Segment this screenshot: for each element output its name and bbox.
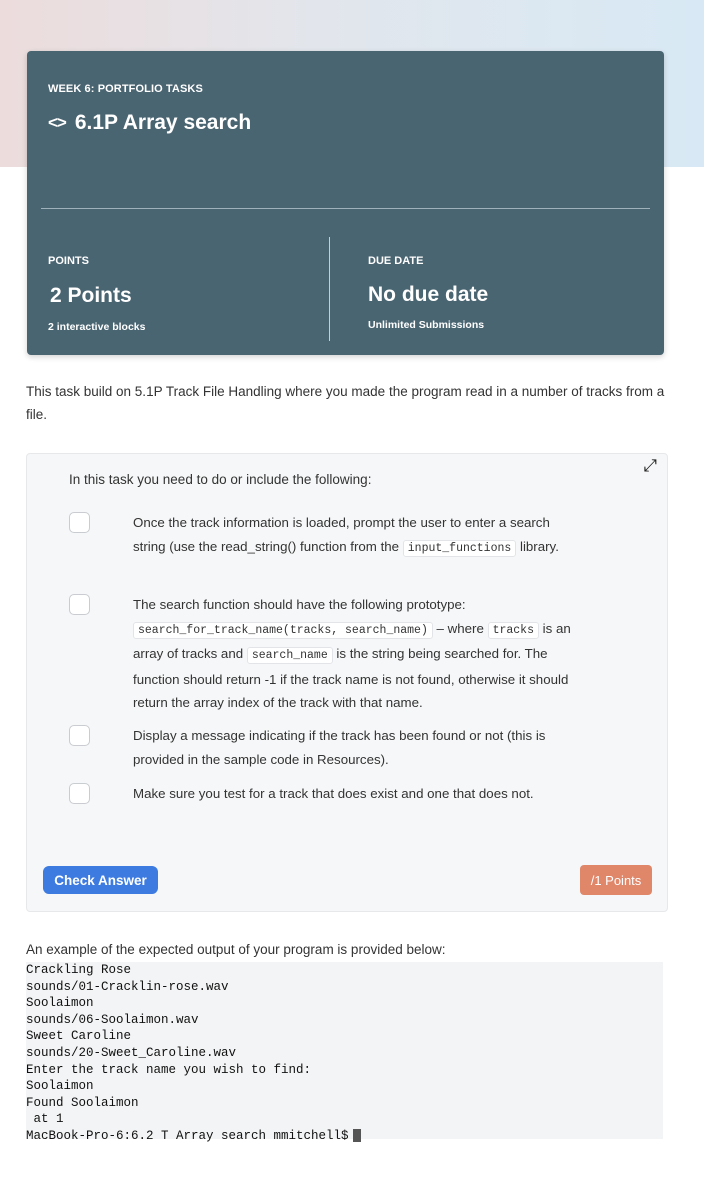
task-title-row bbox=[48, 111, 251, 135]
terminal-cursor bbox=[353, 1129, 361, 1142]
due-date-value: No due date bbox=[368, 283, 489, 306]
checklist-checkbox[interactable] bbox=[69, 594, 90, 615]
checklist-item-text: Display a message indicating if the track has been found or not (this is provided in the sample code in Resources). bbox=[133, 728, 546, 767]
terminal-line: Crackling Rose bbox=[26, 963, 132, 977]
example-label: An example of the expected output of your program is provided below: bbox=[26, 942, 446, 957]
checklist-checkbox[interactable] bbox=[69, 725, 90, 746]
terminal-line: Enter the track name you wish to find: bbox=[26, 1062, 312, 1077]
checklist-item-text: Make sure you test for a track that does exist and one that does not. bbox=[133, 786, 534, 801]
checklist-checkbox[interactable] bbox=[69, 512, 90, 533]
points-button[interactable]: /1 Points bbox=[580, 865, 652, 895]
stat-divider bbox=[329, 237, 330, 341]
task-checklist-block bbox=[26, 453, 668, 912]
expand-icon[interactable]: ⤢ bbox=[643, 456, 657, 475]
header-divider bbox=[41, 208, 650, 209]
checklist-checkbox[interactable] bbox=[69, 783, 90, 804]
points-sub: 2 interactive blocks bbox=[48, 321, 146, 333]
terminal-line: Sweet Caroline bbox=[26, 1029, 132, 1044]
due-date-sub: Unlimited Submissions bbox=[368, 319, 485, 331]
points-value: 2 Points bbox=[50, 284, 132, 307]
task-intro: This task build on 5.1P Track File Handling where you made the program read in a number of tracks from a file. bbox=[26, 384, 665, 422]
terminal-line: sounds/01-Cracklin-rose.wav bbox=[26, 979, 229, 994]
terminal-line: Soolaimon bbox=[26, 1079, 94, 1094]
terminal-prompt: MacBook-Pro-6:6.2 T Array search mmitchell$ bbox=[26, 1128, 349, 1143]
code-icon: <> bbox=[48, 113, 66, 132]
terminal-line: sounds/06-Soolaimon.wav bbox=[26, 1012, 199, 1027]
terminal-line: Soolaimon bbox=[26, 996, 94, 1011]
terminal-output bbox=[26, 962, 663, 1143]
terminal-line: sounds/20-Sweet_Caroline.wav bbox=[26, 1045, 237, 1060]
checklist-item-text: The search function should have the following prototype: search_for_track_name(tracks, search_name) – where tracks is an array of tracks and search_name is the string being searched for. The function should return -1 if the track name is not found, otherwise it should return the array index of the track with that name. bbox=[133, 597, 571, 710]
terminal-line: at 1 bbox=[26, 1112, 64, 1127]
task-header-card bbox=[27, 51, 664, 355]
terminal-line: Found Soolaimon bbox=[26, 1095, 139, 1110]
points-label: POINTS bbox=[48, 255, 89, 267]
week-label: WEEK 6: PORTFOLIO TASKS bbox=[48, 83, 203, 95]
check-answer-button[interactable]: Check Answer bbox=[43, 866, 158, 894]
checklist-item-text: Once the track information is loaded, prompt the user to enter a search string (use the read_string() function from the input_functions library. bbox=[133, 515, 559, 555]
due-date-label: DUE DATE bbox=[368, 255, 424, 267]
task-title: 6.1P Array search bbox=[74, 111, 252, 134]
terminal-prompt-line bbox=[26, 1128, 663, 1145]
checklist-lead: In this task you need to do or include the following: bbox=[69, 472, 372, 487]
